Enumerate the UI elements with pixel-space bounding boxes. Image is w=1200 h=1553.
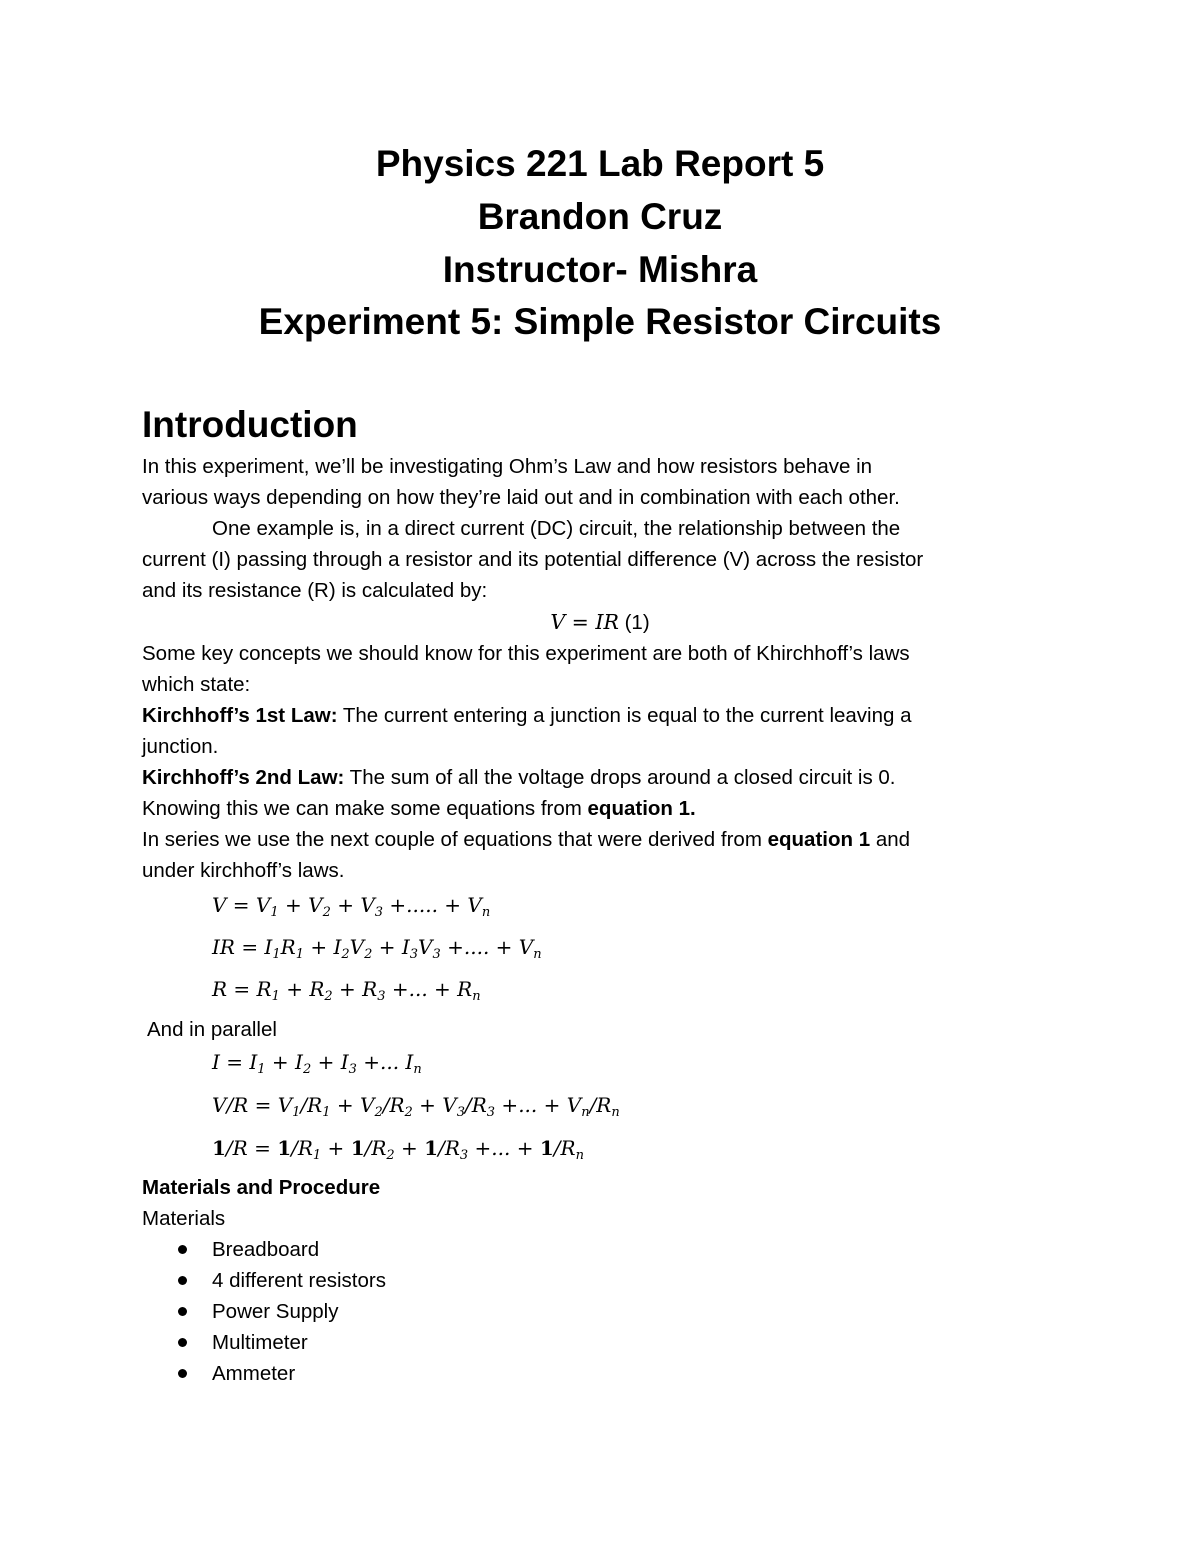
experiment-title: Experiment 5: Simple Resistor Circuits bbox=[258, 301, 942, 342]
materials-procedure-heading: Materials and Procedure bbox=[142, 1176, 381, 1199]
intro-line: In this experiment, we’ll be investigating Ohm’s Law and how resistors behave in bbox=[142, 455, 873, 478]
bullet-icon bbox=[178, 1369, 187, 1378]
introduction-heading: Introduction bbox=[142, 404, 358, 445]
law-text: The current entering a junction is equal to the current leaving a bbox=[337, 704, 912, 727]
list-item: Ammeter bbox=[212, 1362, 296, 1385]
equation-1-expression: V = IR bbox=[550, 610, 619, 634]
instructor-name: Instructor- Mishra bbox=[442, 249, 758, 290]
intro-line: which state: bbox=[142, 673, 251, 696]
materials-subheading: Materials bbox=[142, 1207, 226, 1230]
text-run: and bbox=[870, 828, 911, 851]
intro-line: and its resistance (R) is calculated by: bbox=[142, 579, 488, 602]
parallel-resistance-equation: $1/R = 1/R_1 + 1/R_2 + 1/R_3$ +... + $1/R_n$ bbox=[212, 1136, 584, 1163]
equation-reference: equation 1 bbox=[767, 828, 871, 851]
parallel-current-equation: $I = I_1 + I_2 + I_3$ +... $I_n$ bbox=[212, 1050, 422, 1077]
list-item: 4 different resistors bbox=[212, 1269, 386, 1292]
bullet-icon bbox=[178, 1276, 187, 1285]
intro-line bbox=[142, 824, 910, 855]
author-name: Brandon Cruz bbox=[477, 196, 723, 237]
intro-line: current (I) passing through a resistor and its potential difference (V) across the resistor bbox=[142, 548, 924, 571]
list-item: Power Supply bbox=[212, 1300, 339, 1323]
report-title: Physics 221 Lab Report 5 bbox=[375, 143, 825, 184]
list-item: Breadboard bbox=[212, 1238, 320, 1261]
list-item: Multimeter bbox=[212, 1331, 308, 1354]
intro-line: One example is, in a direct current (DC) circuit, the relationship between the bbox=[212, 517, 901, 540]
intro-line: various ways depending on how they’re laid out and in combination with each other. bbox=[142, 486, 900, 509]
law-label: Kirchhoff’s 2nd Law: bbox=[142, 766, 345, 789]
equation-reference: equation 1. bbox=[587, 797, 696, 820]
equation-1-label: (1) bbox=[624, 611, 650, 634]
intro-line: Some key concepts we should know for this experiment are both of Khirchhoff’s laws bbox=[142, 642, 910, 665]
parallel-label: And in parallel bbox=[147, 1018, 277, 1041]
law-label: Kirchhoff’s 1st Law: bbox=[142, 704, 338, 727]
series-ir-equation: IR = $I_1R_1 + I_2V_2 + I_3V_3$ +.... + $V_n$ bbox=[212, 935, 542, 962]
equation-1 bbox=[0, 607, 1200, 638]
kirchhoff-first-law bbox=[142, 700, 912, 731]
intro-line bbox=[142, 793, 696, 824]
text-run: In series we use the next couple of equations that were derived from bbox=[142, 828, 768, 851]
bullet-icon bbox=[178, 1338, 187, 1347]
law-text: The sum of all the voltage drops around a closed circuit is 0. bbox=[344, 766, 896, 789]
series-resistance-equation: $R = R_1 + R_2 + R_3$ +... + $R_n$ bbox=[212, 977, 481, 1004]
intro-line: under kirchhoff’s laws. bbox=[142, 859, 345, 882]
intro-line: junction. bbox=[142, 735, 219, 758]
series-voltage-equation: $V = V_1 + V_2 + V_3$ +..... + $V_n$ bbox=[212, 893, 491, 920]
bullet-icon bbox=[178, 1245, 187, 1254]
bullet-icon bbox=[178, 1307, 187, 1316]
text-run: Knowing this we can make some equations from bbox=[142, 797, 588, 820]
kirchhoff-second-law bbox=[142, 762, 895, 793]
parallel-voltage-equation: $V/R = V_1/R_1 + V_2/R_2 + V_3/R_3$ +... + $V_n/R_n$ bbox=[212, 1093, 620, 1120]
